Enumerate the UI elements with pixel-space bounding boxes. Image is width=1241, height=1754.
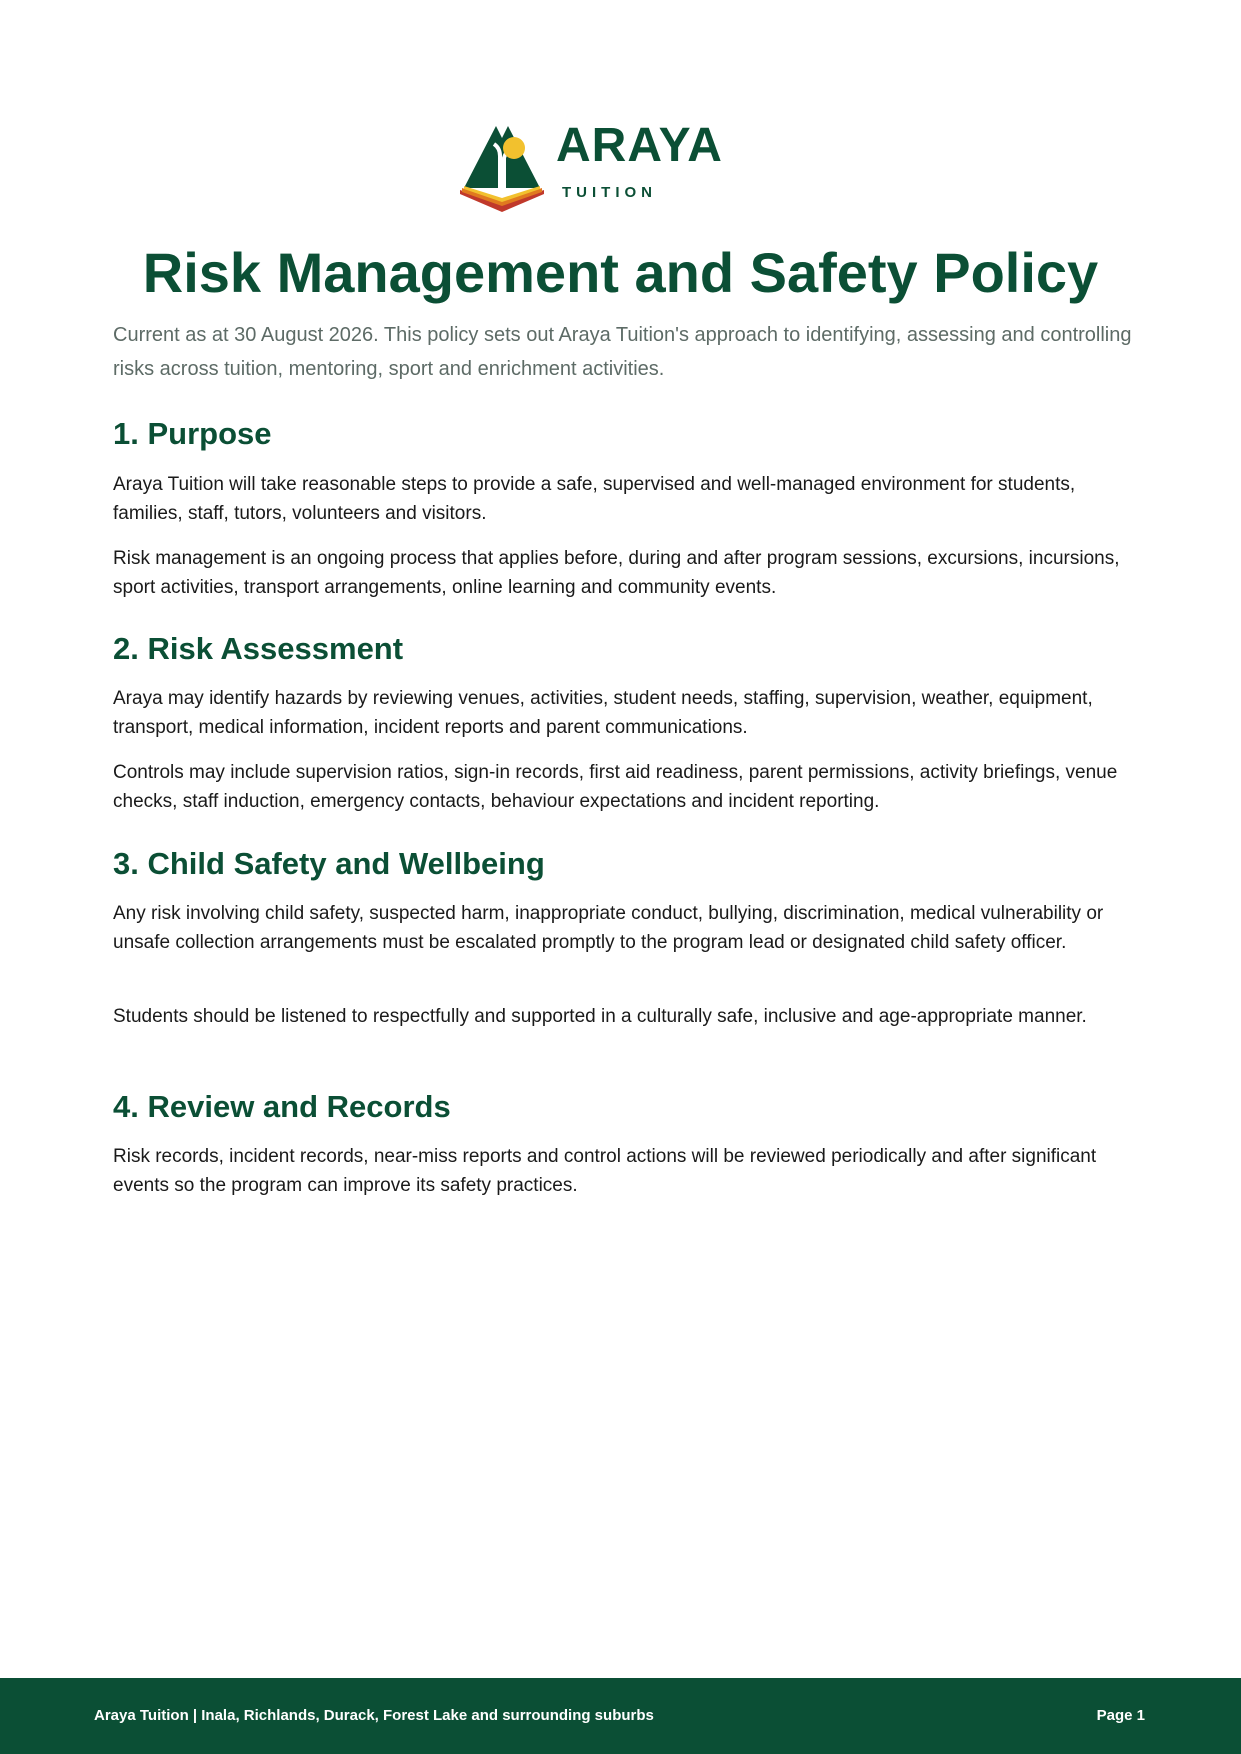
page-title: Risk Management and Safety Policy bbox=[142, 241, 1099, 304]
section-heading-child-safety: 3. Child Safety and Wellbeing bbox=[113, 846, 545, 881]
paragraph: Any risk involving child safety, suspected harm, inappropriate conduct, bullying, discrimination, medical vulnerability or unsafe collection arrangements must be escalated promptly to the program lead or designated child safety officer. bbox=[113, 903, 1104, 953]
section-heading-risk-assessment: 2. Risk Assessment bbox=[113, 631, 404, 666]
paragraph: Students should be listened to respectfully and supported in a culturally safe, inclusive and age-appropriate manner. bbox=[113, 1006, 1087, 1027]
araya-logo bbox=[460, 118, 730, 218]
footer-text: Araya Tuition | Inala, Richlands, Durack, Forest Lake and surrounding suburbs bbox=[94, 1707, 654, 1724]
araya-tree-sun-logo-icon bbox=[460, 122, 544, 212]
paragraph: Araya Tuition will take reasonable steps to provide a safe, supervised and well-managed environment for students, families, staff, tutors, volunteers and visitors. bbox=[113, 474, 1076, 524]
paragraph: Controls may include supervision ratios, sign-in records, first aid readiness, parent permissions, activity briefings, venue checks, staff induction, emergency contacts, behaviour expectations and incident reporting. bbox=[113, 762, 1118, 812]
section-heading-review-records: 4. Review and Records bbox=[113, 1089, 451, 1124]
intro-text: Current as at 30 August 2026. This policy sets out Araya Tuition's approach to identifying, assessing and controlling risks across tuition, mentoring, sport and enrichment activities. bbox=[113, 324, 1132, 380]
paragraph: Risk management is an ongoing process that applies before, during and after program sessions, excursions, incursions, sport activities, transport arrangements, online learning and community events. bbox=[113, 548, 1120, 598]
paragraph: Araya may identify hazards by reviewing venues, activities, student needs, staffing, supervision, weather, equipment, transport, medical information, incident reports and parent communications. bbox=[113, 688, 1093, 738]
logo-name: ARAYA bbox=[556, 119, 723, 172]
page-number: Page 1 bbox=[1096, 1707, 1145, 1724]
logo-subtitle: TUITION bbox=[562, 184, 657, 201]
paragraph: Risk records, incident records, near-miss reports and control actions will be reviewed periodically and after significant events so the program can improve its safety practices. bbox=[113, 1146, 1097, 1196]
page-footer bbox=[0, 1678, 1241, 1754]
section-heading-purpose: 1. Purpose bbox=[113, 416, 272, 451]
